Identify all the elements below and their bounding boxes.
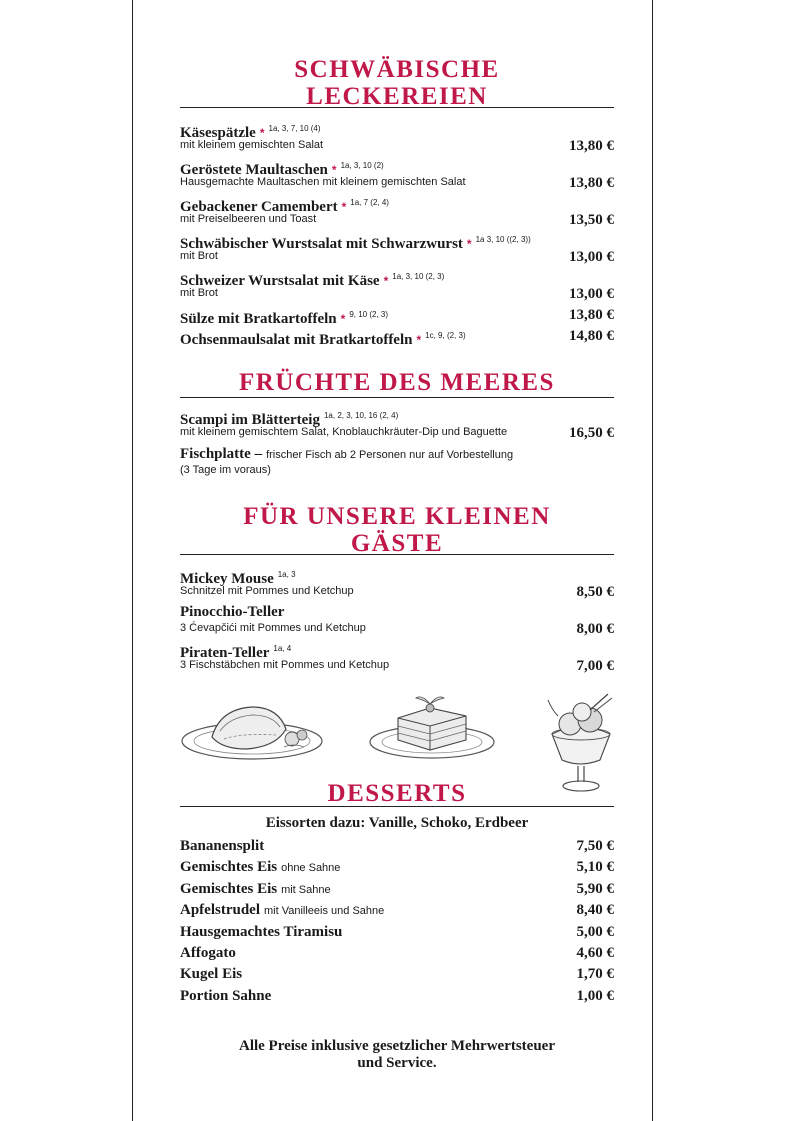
item-description: mit Brot bbox=[180, 287, 218, 299]
star-marker: * bbox=[259, 126, 265, 140]
allergen-notes: 1c, 9, (2, 3) bbox=[425, 331, 466, 340]
allergen-notes: 1a, 3 bbox=[277, 570, 296, 579]
section-divider bbox=[180, 397, 614, 398]
section-divider bbox=[180, 107, 614, 108]
menu-item bbox=[180, 987, 614, 1007]
footer-line2: und Service. bbox=[357, 1055, 437, 1071]
item-description: Schnitzel mit Pommes und Ketchup bbox=[180, 585, 354, 597]
item-price: 4,60 € bbox=[576, 945, 614, 961]
item-name: Mickey Mouse bbox=[180, 571, 274, 587]
star-marker: * bbox=[341, 200, 347, 214]
item-name: Bananensplit bbox=[180, 838, 265, 854]
section-divider bbox=[180, 806, 614, 807]
item-price: 13,80 € bbox=[569, 175, 614, 191]
item-name: Schweizer Wurstsalat mit Käse bbox=[180, 273, 380, 289]
item-name: Geröstete Maultaschen bbox=[180, 162, 328, 178]
menu-item bbox=[180, 640, 614, 680]
menu-item bbox=[180, 445, 614, 485]
section-title-line1: DESSERTS bbox=[327, 780, 467, 807]
menu-item bbox=[180, 306, 614, 326]
menu-item bbox=[180, 880, 614, 900]
item-price: 13,00 € bbox=[569, 249, 614, 265]
item-name: Portion Sahne bbox=[180, 988, 272, 1004]
item-inline-description: mit Sahne bbox=[281, 884, 331, 896]
menu-item bbox=[180, 157, 614, 197]
item-price: 8,00 € bbox=[576, 621, 614, 637]
item-name: Pinocchio-Teller bbox=[180, 604, 285, 620]
item-description: mit Brot bbox=[180, 250, 218, 262]
item-inline-description: ohne Sahne bbox=[281, 862, 341, 874]
item-name: Käsespätzle bbox=[180, 125, 256, 141]
menu-item bbox=[180, 603, 614, 643]
item-description: (3 Tage im voraus) bbox=[180, 464, 271, 476]
menu-item bbox=[180, 901, 614, 921]
item-name: Piraten-Teller bbox=[180, 645, 270, 661]
menu-item bbox=[180, 944, 614, 964]
allergen-notes: 1a 3, 10 ((2, 3)) bbox=[475, 235, 531, 244]
item-price: 5,00 € bbox=[576, 924, 614, 940]
item-name: Gemischtes Eis bbox=[180, 859, 278, 875]
item-price: 7,00 € bbox=[576, 658, 614, 674]
menu-item bbox=[180, 566, 614, 606]
menu-item bbox=[180, 268, 614, 308]
item-description: mit kleinem gemischten Salat bbox=[180, 139, 324, 151]
star-marker: * bbox=[416, 333, 422, 347]
star-marker: * bbox=[466, 237, 472, 251]
section-title-kinder bbox=[180, 503, 614, 557]
allergen-notes: 9, 10 (2, 3) bbox=[349, 310, 388, 319]
item-name: Hausgemachtes Tiramisu bbox=[180, 924, 343, 940]
section-title-line2: GÄSTE bbox=[350, 530, 444, 557]
star-marker: * bbox=[331, 163, 337, 177]
star-marker: * bbox=[383, 274, 389, 288]
menu-item bbox=[180, 327, 614, 347]
item-name: Scampi im Blätterteig bbox=[180, 412, 320, 428]
item-price: 1,70 € bbox=[576, 966, 614, 982]
menu-item bbox=[180, 194, 614, 234]
item-price: 13,80 € bbox=[569, 307, 614, 323]
menu-item bbox=[180, 858, 614, 878]
item-name: Schwäbischer Wurstsalat mit Schwarzwurst bbox=[180, 236, 463, 252]
item-price: 5,10 € bbox=[576, 859, 614, 875]
menu-item bbox=[180, 965, 614, 985]
item-description: Hausgemachte Maultaschen mit kleinem gemischten Salat bbox=[180, 176, 466, 188]
item-name: Ochsenmaulsalat mit Bratkartoffeln bbox=[180, 332, 413, 348]
menu-item bbox=[180, 231, 614, 271]
item-price: 1,00 € bbox=[576, 988, 614, 1004]
section-divider bbox=[180, 554, 614, 555]
item-description: mit kleinem gemischtem Salat, Knoblauchkräuter-Dip und Baguette bbox=[180, 426, 508, 438]
item-name: Gebackener Camembert bbox=[180, 199, 338, 215]
item-description: mit Preiselbeeren und Toast bbox=[180, 213, 317, 225]
dessert-subtitle: Eissorten dazu: Vanille, Schoko, Erdbeer bbox=[265, 815, 529, 831]
item-description: 3 Ćevapčići mit Pommes und Ketchup bbox=[180, 622, 366, 634]
item-price: 8,40 € bbox=[576, 902, 614, 918]
menu-item bbox=[180, 120, 614, 160]
section-title-schwaebisch bbox=[180, 56, 614, 110]
tiramisu-plate-illustration bbox=[368, 690, 498, 765]
item-name: Apfelstrudel bbox=[180, 902, 260, 918]
footer-line1: Alle Preise inklusive gesetzlicher Mehrwertsteuer bbox=[238, 1038, 555, 1054]
section-title-line2: LECKEREIEN bbox=[306, 83, 488, 110]
allergen-notes: 1a, 7 (2, 4) bbox=[350, 198, 389, 207]
menu-item bbox=[180, 837, 614, 857]
item-name: Gemischtes Eis bbox=[180, 881, 278, 897]
item-price: 5,90 € bbox=[576, 881, 614, 897]
item-price: 8,50 € bbox=[576, 584, 614, 600]
star-marker: * bbox=[340, 312, 346, 326]
allergen-notes: 1a, 2, 3, 10, 16 (2, 4) bbox=[323, 411, 399, 420]
section-title-desserts bbox=[180, 780, 614, 807]
menu-item bbox=[180, 407, 614, 447]
section-title-meer bbox=[180, 369, 614, 396]
item-price: 14,80 € bbox=[569, 328, 614, 344]
item-name: Affogato bbox=[180, 945, 236, 961]
allergen-notes: 1a, 4 bbox=[273, 644, 292, 653]
section-title-line1: SCHWÄBISCHE bbox=[294, 56, 500, 83]
allergen-notes: 1a, 3, 7, 10 (4) bbox=[268, 124, 321, 133]
item-price: 16,50 € bbox=[569, 425, 614, 441]
allergen-notes: 1a, 3, 10 (2, 3) bbox=[392, 272, 445, 281]
section-title-line1: FRÜCHTE DES MEERES bbox=[239, 369, 555, 396]
item-inline-description: frischer Fisch ab 2 Personen nur auf Vorbestellung bbox=[266, 449, 514, 461]
item-name: Fischplatte – bbox=[180, 446, 263, 462]
allergen-notes: 1a, 3, 10 (2) bbox=[340, 161, 384, 170]
item-name: Kugel Eis bbox=[180, 966, 243, 982]
item-description: 3 Fischstäbchen mit Pommes und Ketchup bbox=[180, 659, 390, 671]
item-name: Sülze mit Bratkartoffeln bbox=[180, 311, 337, 327]
item-price: 13,00 € bbox=[569, 286, 614, 302]
strudel-plate-illustration bbox=[180, 695, 330, 765]
item-price: 13,80 € bbox=[569, 138, 614, 154]
item-inline-description: mit Vanilleeis und Sahne bbox=[264, 905, 385, 917]
section-title-line1: FÜR UNSERE KLEINEN bbox=[243, 503, 551, 530]
footer-note bbox=[180, 1038, 614, 1072]
item-price: 13,50 € bbox=[569, 212, 614, 228]
item-price: 7,50 € bbox=[576, 838, 614, 854]
menu-item bbox=[180, 923, 614, 943]
